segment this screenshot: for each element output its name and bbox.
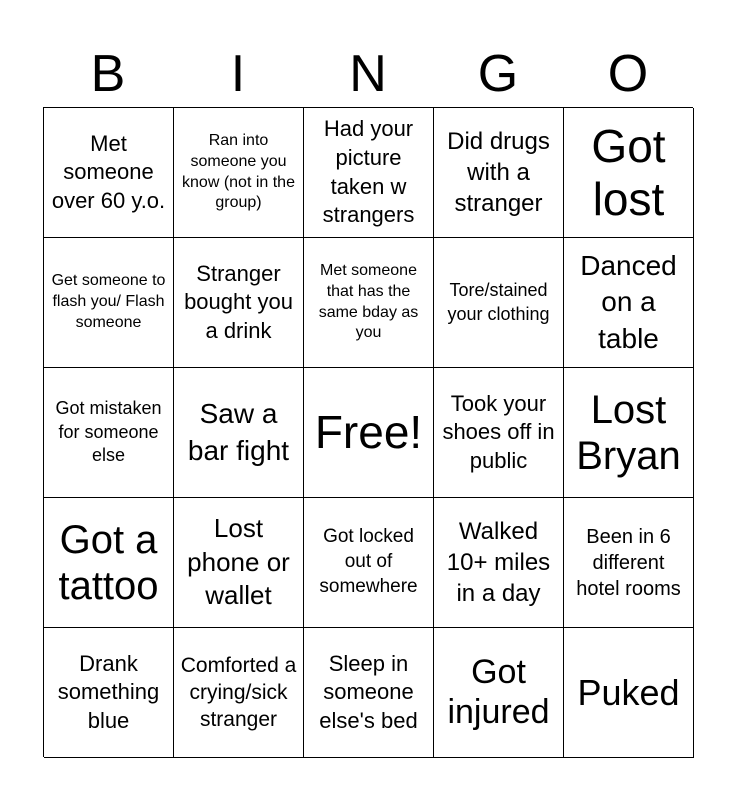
header-letter-n: N [349, 45, 387, 103]
bingo-cell[interactable] [44, 368, 174, 498]
free-space-text: Free! [314, 406, 423, 459]
bingo-cell[interactable] [434, 238, 564, 368]
bingo-cell[interactable] [434, 108, 564, 238]
bingo-cell[interactable] [434, 628, 564, 758]
bingo-cell[interactable] [174, 498, 304, 628]
cell-text: Puked [577, 671, 680, 713]
cell-text: Met someone that has the same bday as you [318, 261, 419, 342]
cell-text: Got locked out of somewhere [319, 526, 418, 597]
header-letter-i: I [230, 45, 246, 103]
cell-text: Danced on a table [580, 249, 677, 354]
cell-text: Met someone over 60 y.o. [51, 130, 166, 213]
bingo-cell[interactable] [174, 108, 304, 238]
cell-text: Got injured [447, 653, 550, 731]
cell-text: Got mistaken for someone else [55, 398, 162, 466]
cell-text: Comforted a crying/sick stranger [180, 653, 297, 732]
cell-text: Tore/stained your clothing [447, 280, 550, 324]
bingo-cell[interactable] [564, 108, 694, 238]
header-letter-g: G [477, 45, 519, 103]
bingo-cell[interactable] [44, 498, 174, 628]
cell-text: Got a tattoo [58, 517, 159, 608]
bingo-cell[interactable] [564, 628, 694, 758]
bingo-cell[interactable] [434, 368, 564, 498]
header-letter-o: O [607, 45, 649, 103]
cell-text: Sleep in someone else's bed [319, 650, 418, 733]
bingo-cell[interactable] [44, 628, 174, 758]
cell-text: Took your shoes off in public [442, 390, 555, 473]
bingo-cell[interactable] [174, 368, 304, 498]
cell-text: Got lost [591, 119, 666, 225]
cell-text: Saw a bar fight [187, 398, 290, 466]
cell-text: Lost Bryan [576, 387, 681, 478]
cell-text: Get someone to flash you/ Flash someone [51, 272, 166, 331]
cell-text: Been in 6 different hotel rooms [576, 525, 681, 600]
bingo-cell[interactable] [44, 108, 174, 238]
bingo-cell[interactable] [304, 498, 434, 628]
bingo-cell[interactable] [174, 628, 304, 758]
cell-text: Ran into someone you know (not in the group) [182, 131, 295, 212]
bingo-cell[interactable] [44, 238, 174, 368]
cell-text: Did drugs with a stranger [447, 127, 550, 218]
header-letter-b: B [90, 45, 126, 103]
cell-text: Had your picture taken w strangers [322, 116, 415, 228]
bingo-cell[interactable] [304, 108, 434, 238]
bingo-cell[interactable] [304, 628, 434, 758]
bingo-cell[interactable] [564, 498, 694, 628]
cell-text: Walked 10+ miles in a day [446, 517, 551, 608]
cell-text: Drank something blue [57, 650, 160, 733]
cell-text: Stranger bought you a drink [184, 260, 293, 343]
bingo-header [43, 42, 693, 106]
bingo-cell[interactable] [434, 498, 564, 628]
bingo-cell[interactable] [564, 238, 694, 368]
free-space-cell[interactable] [304, 368, 434, 498]
bingo-cell[interactable] [304, 238, 434, 368]
bingo-cell[interactable] [174, 238, 304, 368]
cell-text: Lost phone or wallet [187, 512, 290, 611]
bingo-card [43, 107, 693, 757]
bingo-cell[interactable] [564, 368, 694, 498]
